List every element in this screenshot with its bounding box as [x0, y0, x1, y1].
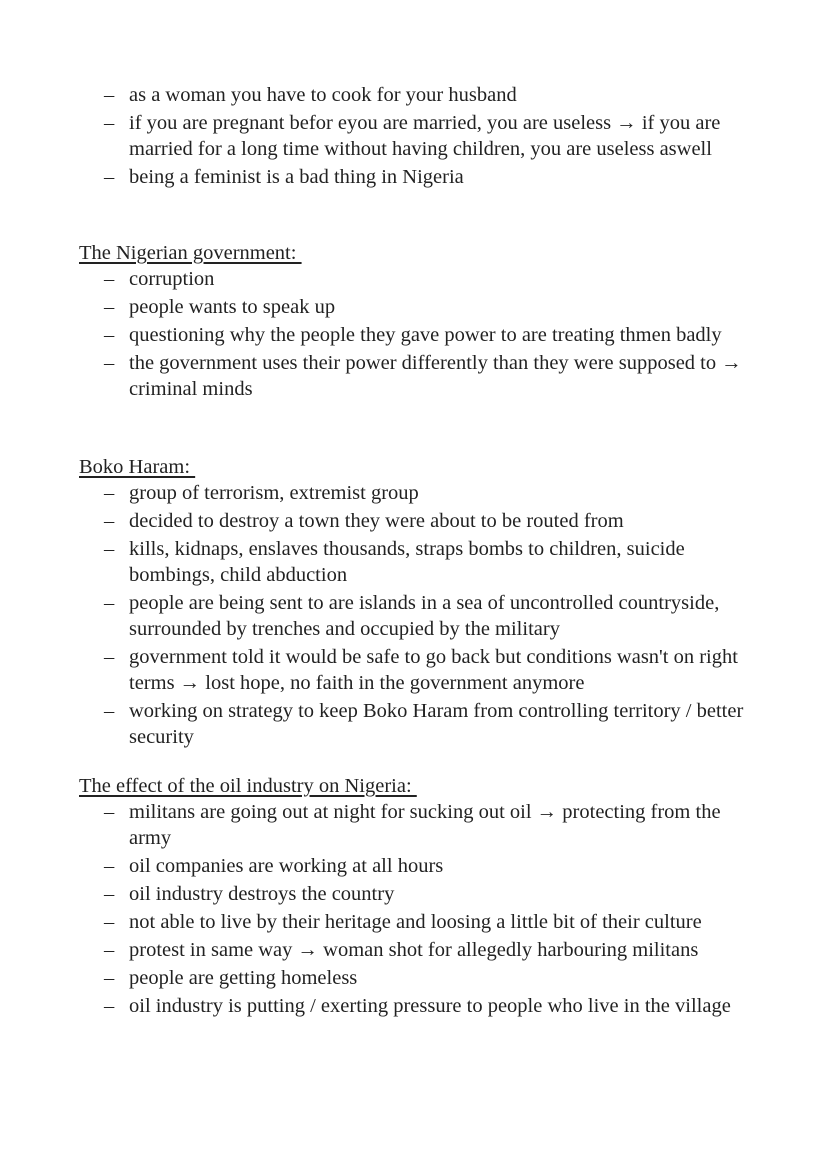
- oil-industry-section: [0, 773, 828, 1021]
- dash-bullet-icon: –: [104, 592, 115, 614]
- dash-bullet-icon: –: [104, 967, 115, 989]
- list-item: – if you are pregnant befor eyou are married, you are useless → if you are married for a long time without having children, you are useless aswell: [104, 112, 721, 160]
- oil-industry-bullet-list: [0, 799, 828, 1019]
- intro-bullet-list: [0, 82, 828, 190]
- boko-haram-section: [0, 454, 828, 752]
- list-item: – as a woman you have to cook for your husband: [104, 84, 517, 106]
- dash-bullet-icon: –: [104, 995, 115, 1017]
- dash-bullet-icon: –: [104, 84, 115, 106]
- list-item: – oil companies are working at all hours: [104, 855, 444, 877]
- list-item: – government told it would be safe to go back but conditions wasn't on right terms → lost hope, no faith in the government anymore: [104, 646, 738, 694]
- dash-bullet-icon: –: [104, 296, 115, 318]
- intro-section: [0, 82, 828, 192]
- dash-bullet-icon: –: [104, 911, 115, 933]
- list-item: – oil industry destroys the country: [104, 883, 395, 905]
- list-item: – questioning why the people they gave power to are treating thmen badly: [104, 324, 722, 346]
- dash-bullet-icon: –: [104, 324, 115, 346]
- list-item: – working on strategy to keep Boko Haram from controlling territory / better security: [104, 700, 744, 748]
- list-item: – the government uses their power differently than they were supposed to → criminal minds: [104, 352, 742, 400]
- government-bullet-list: [0, 266, 828, 402]
- list-item: – being a feminist is a bad thing in Nigeria: [104, 166, 464, 188]
- dash-bullet-icon: –: [104, 700, 115, 722]
- dash-bullet-icon: –: [104, 538, 115, 560]
- oil-industry-heading: The effect of the oil industry on Nigeria:: [79, 775, 417, 797]
- government-section: [0, 240, 828, 404]
- dash-bullet-icon: –: [104, 112, 115, 134]
- list-item: – not able to live by their heritage and loosing a little bit of their culture: [104, 911, 702, 933]
- list-item: – oil industry is putting / exerting pressure to people who live in the village: [104, 995, 731, 1017]
- dash-bullet-icon: –: [104, 510, 115, 532]
- dash-bullet-icon: –: [104, 482, 115, 504]
- dash-bullet-icon: –: [104, 166, 115, 188]
- boko-haram-heading: Boko Haram:: [79, 456, 196, 478]
- list-item: – people wants to speak up: [104, 296, 336, 318]
- dash-bullet-icon: –: [104, 352, 115, 374]
- list-item: – decided to destroy a town they were about to be routed from: [104, 510, 624, 532]
- list-item: – corruption: [104, 268, 215, 290]
- dash-bullet-icon: –: [104, 883, 115, 905]
- list-item: – protest in same way → woman shot for allegedly harbouring militans: [104, 939, 699, 961]
- list-item: – people are being sent to are islands in a sea of uncontrolled countryside, surrounded by trenches and occupied by the military: [104, 592, 720, 640]
- government-heading: The Nigerian government:: [79, 242, 302, 264]
- dash-bullet-icon: –: [104, 646, 115, 668]
- list-item: – militans are going out at night for sucking out oil → protecting from the army: [104, 801, 721, 849]
- dash-bullet-icon: –: [104, 268, 115, 290]
- dash-bullet-icon: –: [104, 855, 115, 877]
- list-item: – people are getting homeless: [104, 967, 358, 989]
- list-item: – group of terrorism, extremist group: [104, 482, 419, 504]
- boko-haram-bullet-list: [0, 480, 828, 750]
- dash-bullet-icon: –: [104, 801, 115, 823]
- dash-bullet-icon: –: [104, 939, 115, 961]
- list-item: – kills, kidnaps, enslaves thousands, straps bombs to children, suicide bombings, child abduction: [104, 538, 685, 586]
